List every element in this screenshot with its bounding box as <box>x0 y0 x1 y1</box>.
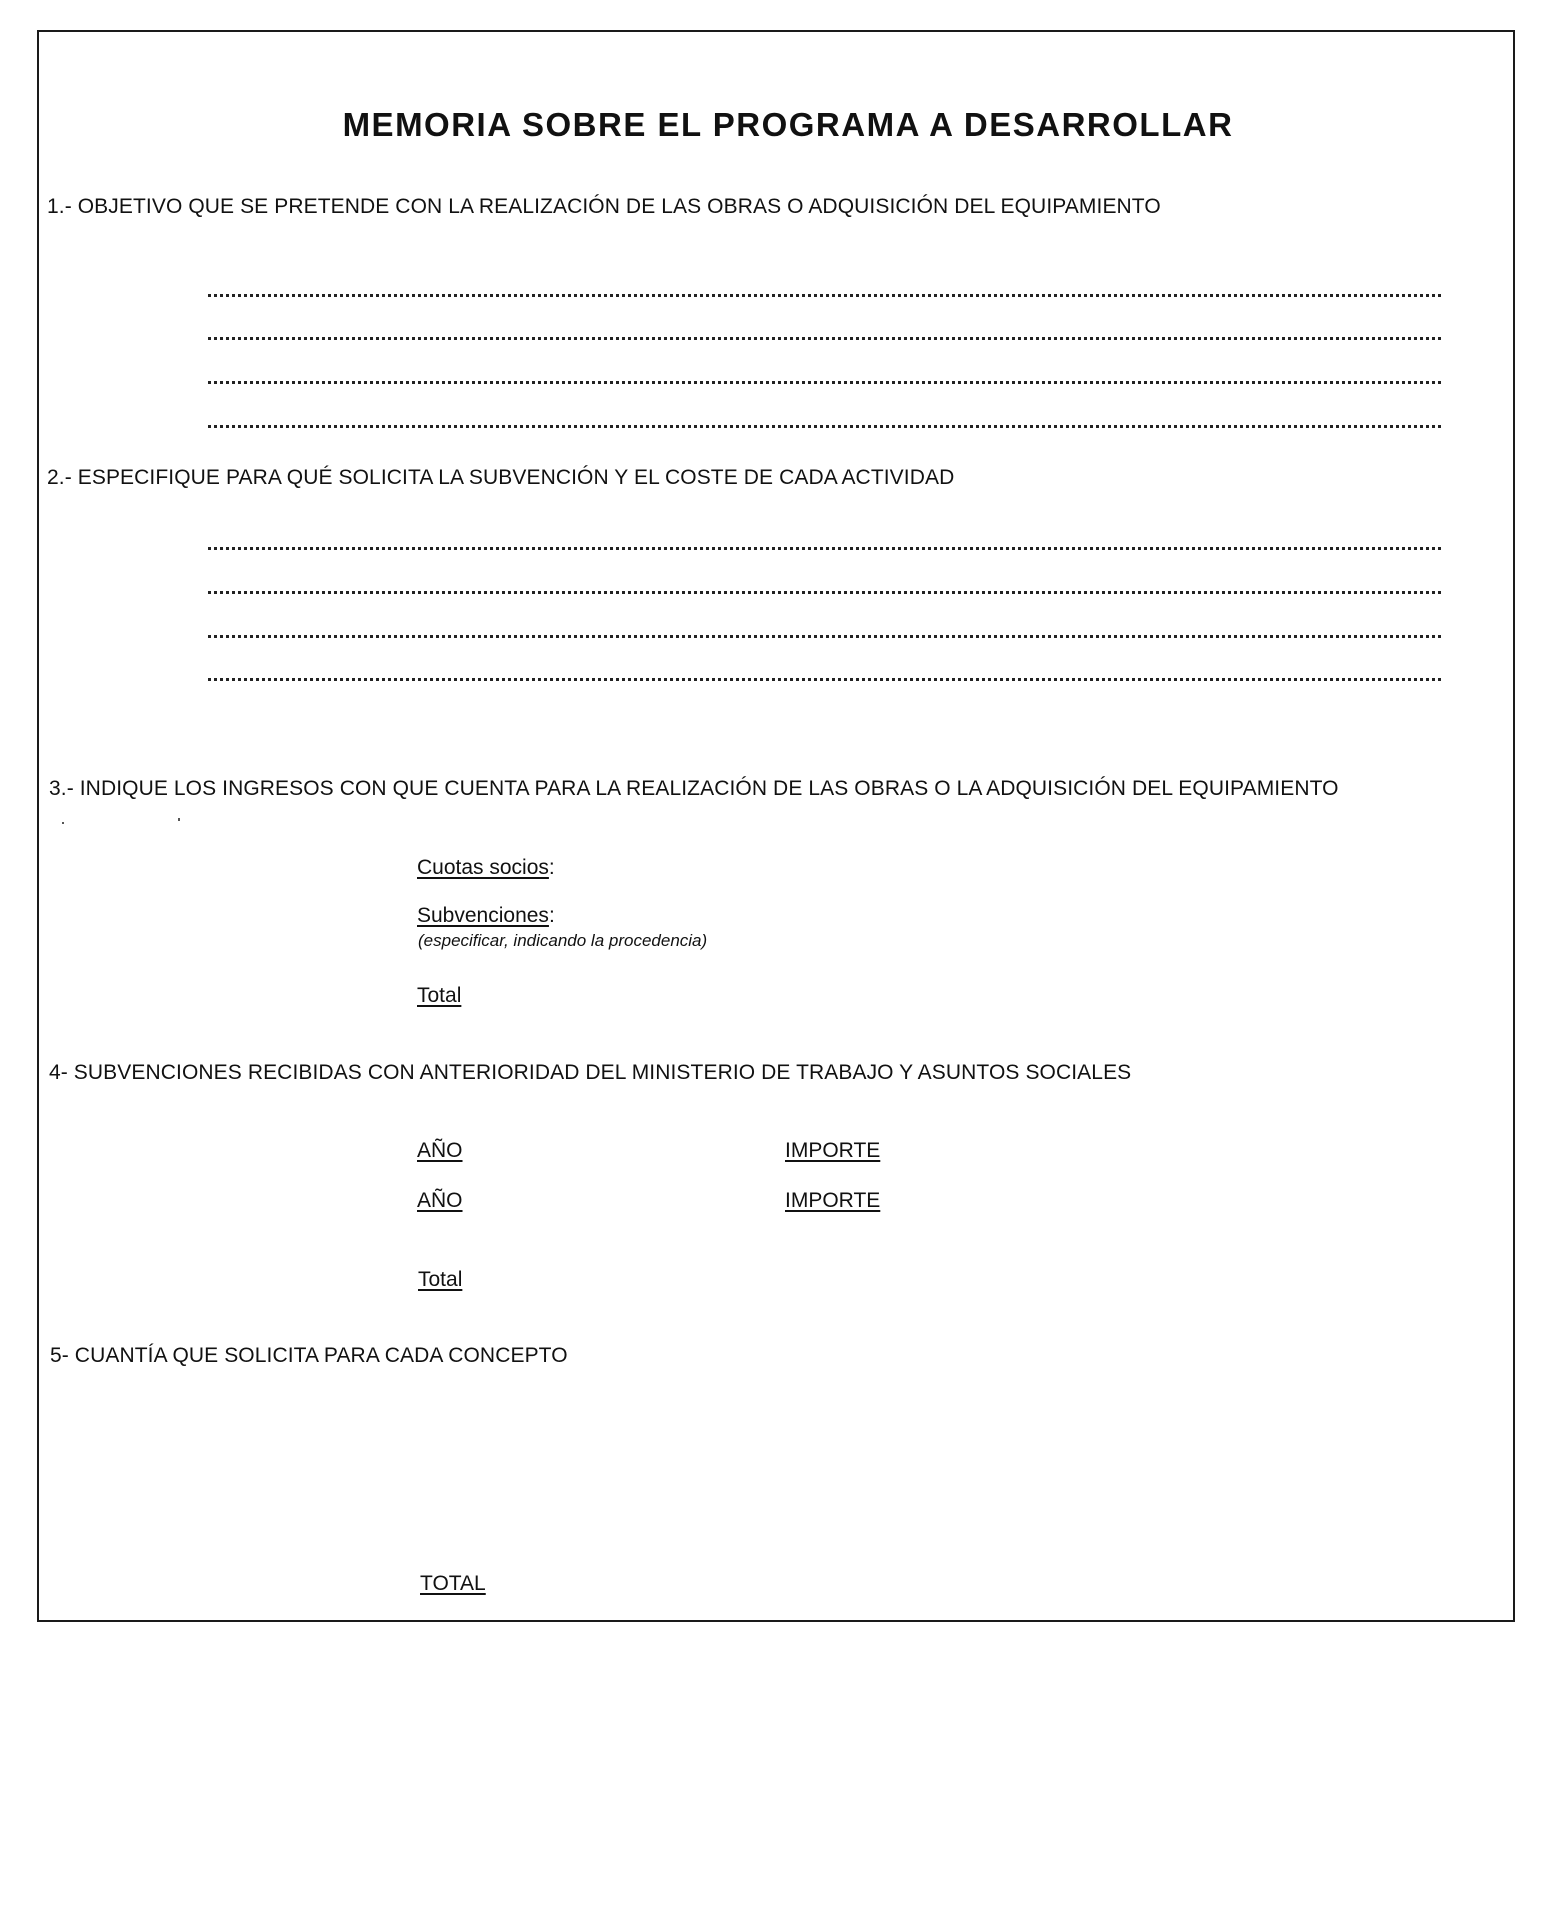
scan-speck <box>62 822 64 824</box>
section-1-blank-line[interactable] <box>208 425 1441 428</box>
section-2-blank-line[interactable] <box>208 678 1441 681</box>
subvenciones-label: Subvenciones: <box>417 904 555 927</box>
section-1-blank-line[interactable] <box>208 381 1441 384</box>
year-label: AÑO <box>417 1189 463 1212</box>
section-1-blank-line[interactable] <box>208 337 1441 340</box>
section-4-heading: 4- SUBVENCIONES RECIBIDAS CON ANTERIORIDAD DEL MINISTERIO DE TRABAJO Y ASUNTOS SOCIALES <box>49 1061 1132 1084</box>
amount-label: IMPORTE <box>785 1189 881 1212</box>
form-frame <box>37 30 1515 1622</box>
scan-speck <box>178 818 180 821</box>
section-3-heading: 3.- INDIQUE LOS INGRESOS CON QUE CUENTA PARA LA REALIZACIÓN DE LAS OBRAS O LA ADQUISICIÓN DEL EQUIPAMIENTO <box>49 777 1339 800</box>
section-2-blank-line[interactable] <box>208 591 1441 594</box>
document-title: MEMORIA SOBRE EL PROGRAMA A DESARROLLAR <box>342 106 1234 143</box>
section-1-blank-line[interactable] <box>208 294 1441 297</box>
section-4-total-label: Total <box>418 1268 463 1291</box>
section-3-total-label: Total <box>417 984 462 1007</box>
section-5-total-label: TOTAL <box>420 1572 486 1595</box>
section-1-heading: 1.- OBJETIVO QUE SE PRETENDE CON LA REALIZACIÓN DE LAS OBRAS O ADQUISICIÓN DEL EQUIPAMIENTO <box>47 195 1161 218</box>
section-2-heading: 2.- ESPECIFIQUE PARA QUÉ SOLICITA LA SUBVENCIÓN Y EL COSTE DE CADA ACTIVIDAD <box>47 466 955 489</box>
cuotas-socios-label: Cuotas socios: <box>417 856 555 879</box>
amount-label: IMPORTE <box>785 1139 881 1162</box>
section-5-heading: 5- CUANTÍA QUE SOLICITA PARA CADA CONCEPTO <box>50 1344 568 1367</box>
section-2-blank-line[interactable] <box>208 635 1441 638</box>
section-2-blank-line[interactable] <box>208 547 1441 550</box>
subvenciones-note: (especificar, indicando la procedencia) <box>418 931 708 950</box>
year-label: AÑO <box>417 1139 463 1162</box>
